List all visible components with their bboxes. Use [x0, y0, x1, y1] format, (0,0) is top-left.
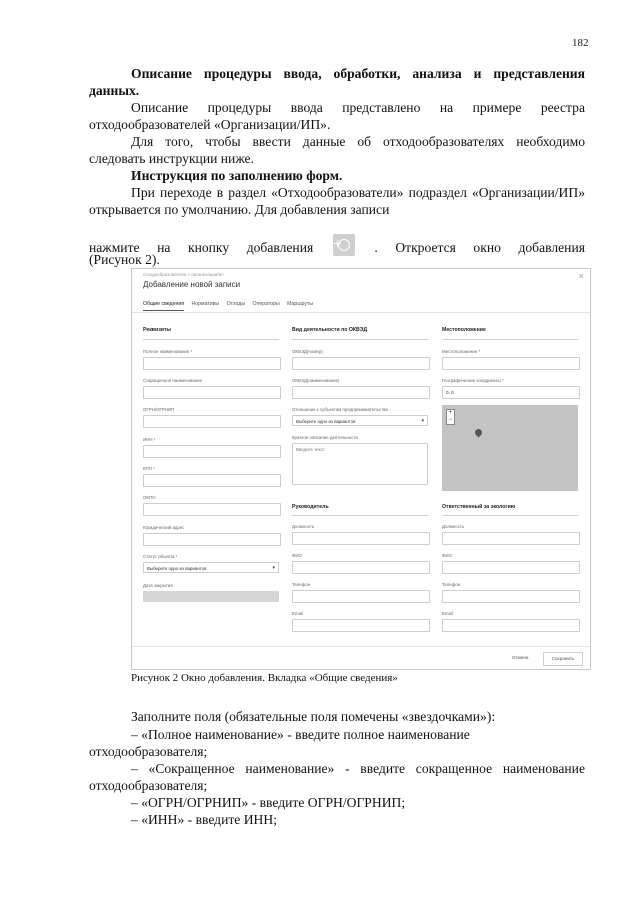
head-email-input[interactable] — [292, 619, 430, 632]
label-head-phone: Телефон — [292, 582, 311, 587]
label-eco-name: ФИО — [442, 553, 452, 558]
eco-phone-input[interactable] — [442, 590, 580, 603]
eco-email-input[interactable] — [442, 619, 580, 632]
section-divider — [442, 515, 578, 516]
label-entrepreneur-relation: Отношение к субъектам предпринимательства — [292, 407, 388, 412]
paragraph-instruction-intro: Для того, чтобы ввести данные об отходообразователях необходимо следовать инструкции ниже. — [89, 134, 585, 166]
label-legal-address: Юридический адрес — [143, 525, 185, 530]
label-inn: ИНН * — [143, 437, 156, 442]
map-pin-icon[interactable] — [474, 428, 484, 438]
section-divider — [292, 515, 428, 516]
label-object-status: Статус объекта * — [143, 554, 178, 559]
tab-divider — [132, 312, 590, 313]
list-item: – «ОГРН/ОГРНИП» - введите ОГРН/ОГРНИП; — [131, 795, 406, 810]
section-head: Руководитель — [292, 504, 329, 510]
okved-number-input[interactable] — [292, 357, 430, 370]
tab-bar — [143, 301, 319, 307]
section-eco-responsible: Ответственный за экологию — [442, 504, 516, 510]
coordinates-input[interactable] — [442, 386, 580, 399]
label-full-name: Полное наименование * — [143, 349, 193, 354]
section-divider — [292, 339, 428, 340]
label-eco-phone: Телефон — [442, 582, 461, 587]
window-title: Добавление новой записи — [143, 280, 241, 289]
tab-operators[interactable]: Операторы — [252, 301, 280, 307]
label-okpo: ОКПО — [143, 495, 156, 500]
paragraph-section-info: При переходе в раздел «Отходообразователи» подраздел «Организации/ИП» открывается по умолчанию. Для добавления записи — [89, 185, 585, 217]
label-eco-email: Email — [442, 611, 453, 616]
section-okved: Вид деятельности по ОКВЭД — [292, 327, 368, 333]
breadcrumb[interactable]: отходообразователи > организации/ип — [143, 272, 224, 277]
add-button-text: нажмите на кнопку добавления — [89, 240, 314, 255]
label-okved-name: ОКВЭД(наименование) — [292, 378, 340, 383]
caption-tab: . Вкладка «Общие сведения» — [262, 672, 398, 684]
kpp-input[interactable] — [143, 474, 281, 487]
label-kpp: КПП * — [143, 466, 155, 471]
label-okved-number: ОКВЭД(номер) — [292, 349, 323, 354]
entrepreneur-relation-value: Выберите одно из вариантов — [296, 419, 356, 424]
section-divider — [143, 339, 279, 340]
screenshot-add-record-window — [131, 268, 591, 670]
okpo-input[interactable] — [143, 503, 281, 516]
label-eco-position: Должность — [442, 524, 465, 529]
section-heading: Описание процедуры ввода, обработки, анализа и представления данных. — [89, 66, 585, 98]
label-head-position: Должность — [292, 524, 315, 529]
coordinates-value: 0, 0 — [446, 390, 454, 395]
inn-input[interactable] — [143, 445, 281, 458]
label-ogrn: ОГРН/ОГРНИП — [143, 407, 175, 412]
legal-address-input[interactable] — [143, 533, 281, 546]
ogrn-input[interactable] — [143, 415, 281, 428]
label-location: Местоположение * — [442, 349, 481, 354]
short-name-input[interactable] — [143, 386, 281, 399]
head-position-input[interactable] — [292, 532, 430, 545]
chevron-down-icon: ▾ — [421, 418, 424, 424]
label-head-email: Email — [292, 611, 303, 616]
object-status-select[interactable] — [143, 562, 279, 573]
add-button-text-after: . Откроется окно добавления — [374, 240, 585, 255]
zoom-out-icon[interactable]: − — [448, 417, 453, 423]
entrepreneur-relation-select[interactable] — [292, 415, 428, 426]
list-item: – «ИНН» - введите ИНН; — [131, 812, 277, 827]
location-map[interactable] — [442, 405, 578, 491]
chevron-down-icon: ▾ — [272, 565, 275, 571]
section-requisites: Реквизиты — [143, 327, 171, 333]
full-name-input[interactable] — [143, 357, 281, 370]
label-head-name: ФИО — [292, 553, 302, 558]
fill-instructions: Заполните поля (обязательные поля помечены «звездочками»): — [131, 709, 496, 724]
tab-routes[interactable]: Маршруты — [287, 301, 314, 307]
activity-description-textarea[interactable] — [292, 443, 428, 485]
paragraph-description: Описание процедуры ввода представлено на примере реестра отходообразователей «Организации/ИП». — [89, 100, 585, 132]
label-short-name: Сокращенное наименование — [143, 378, 203, 383]
figure-reference: (Рисунок 2). — [89, 252, 160, 267]
location-input[interactable] — [442, 357, 580, 370]
label-close-date: Дата закрытия — [143, 583, 173, 588]
eco-position-input[interactable] — [442, 532, 580, 545]
cancel-button[interactable]: Отмена — [512, 655, 529, 660]
close-icon[interactable]: × — [578, 271, 584, 281]
okved-name-input[interactable] — [292, 386, 430, 399]
page-number: 182 — [572, 37, 589, 49]
label-coordinates: Географические координаты * — [442, 378, 504, 383]
map-zoom-control — [446, 409, 455, 425]
zoom-in-icon[interactable]: + — [448, 410, 453, 416]
list-item: – «Сокращенное наименование» - введите сокращенное наименование отходообразователя; — [89, 761, 585, 793]
object-status-value: Выберите одно из вариантов — [147, 566, 207, 571]
eco-name-input[interactable] — [442, 561, 580, 574]
head-name-input[interactable] — [292, 561, 430, 574]
caption-main: Рисунок 2 Окно добавления — [131, 672, 263, 684]
close-date-input — [143, 591, 279, 602]
tab-general[interactable]: Общие сведения — [143, 301, 184, 311]
head-phone-input[interactable] — [292, 590, 430, 603]
footer-divider — [132, 646, 590, 647]
section-location: Местоположение — [442, 327, 486, 333]
section-divider — [442, 339, 578, 340]
figure-caption — [131, 672, 398, 684]
label-activity-description: Краткое описание деятельности — [292, 435, 358, 440]
tab-norms[interactable]: Нормативы — [191, 301, 220, 307]
instruction-heading: Инструкция по заполнению форм. — [131, 168, 343, 183]
save-button[interactable]: Сохранить — [543, 652, 583, 666]
list-item: – «Полное наименование» - введите полное наименование отходообразователя; — [89, 727, 470, 759]
textarea-placeholder: Введите текст — [296, 447, 325, 452]
tab-waste[interactable]: Отходы — [226, 301, 246, 307]
